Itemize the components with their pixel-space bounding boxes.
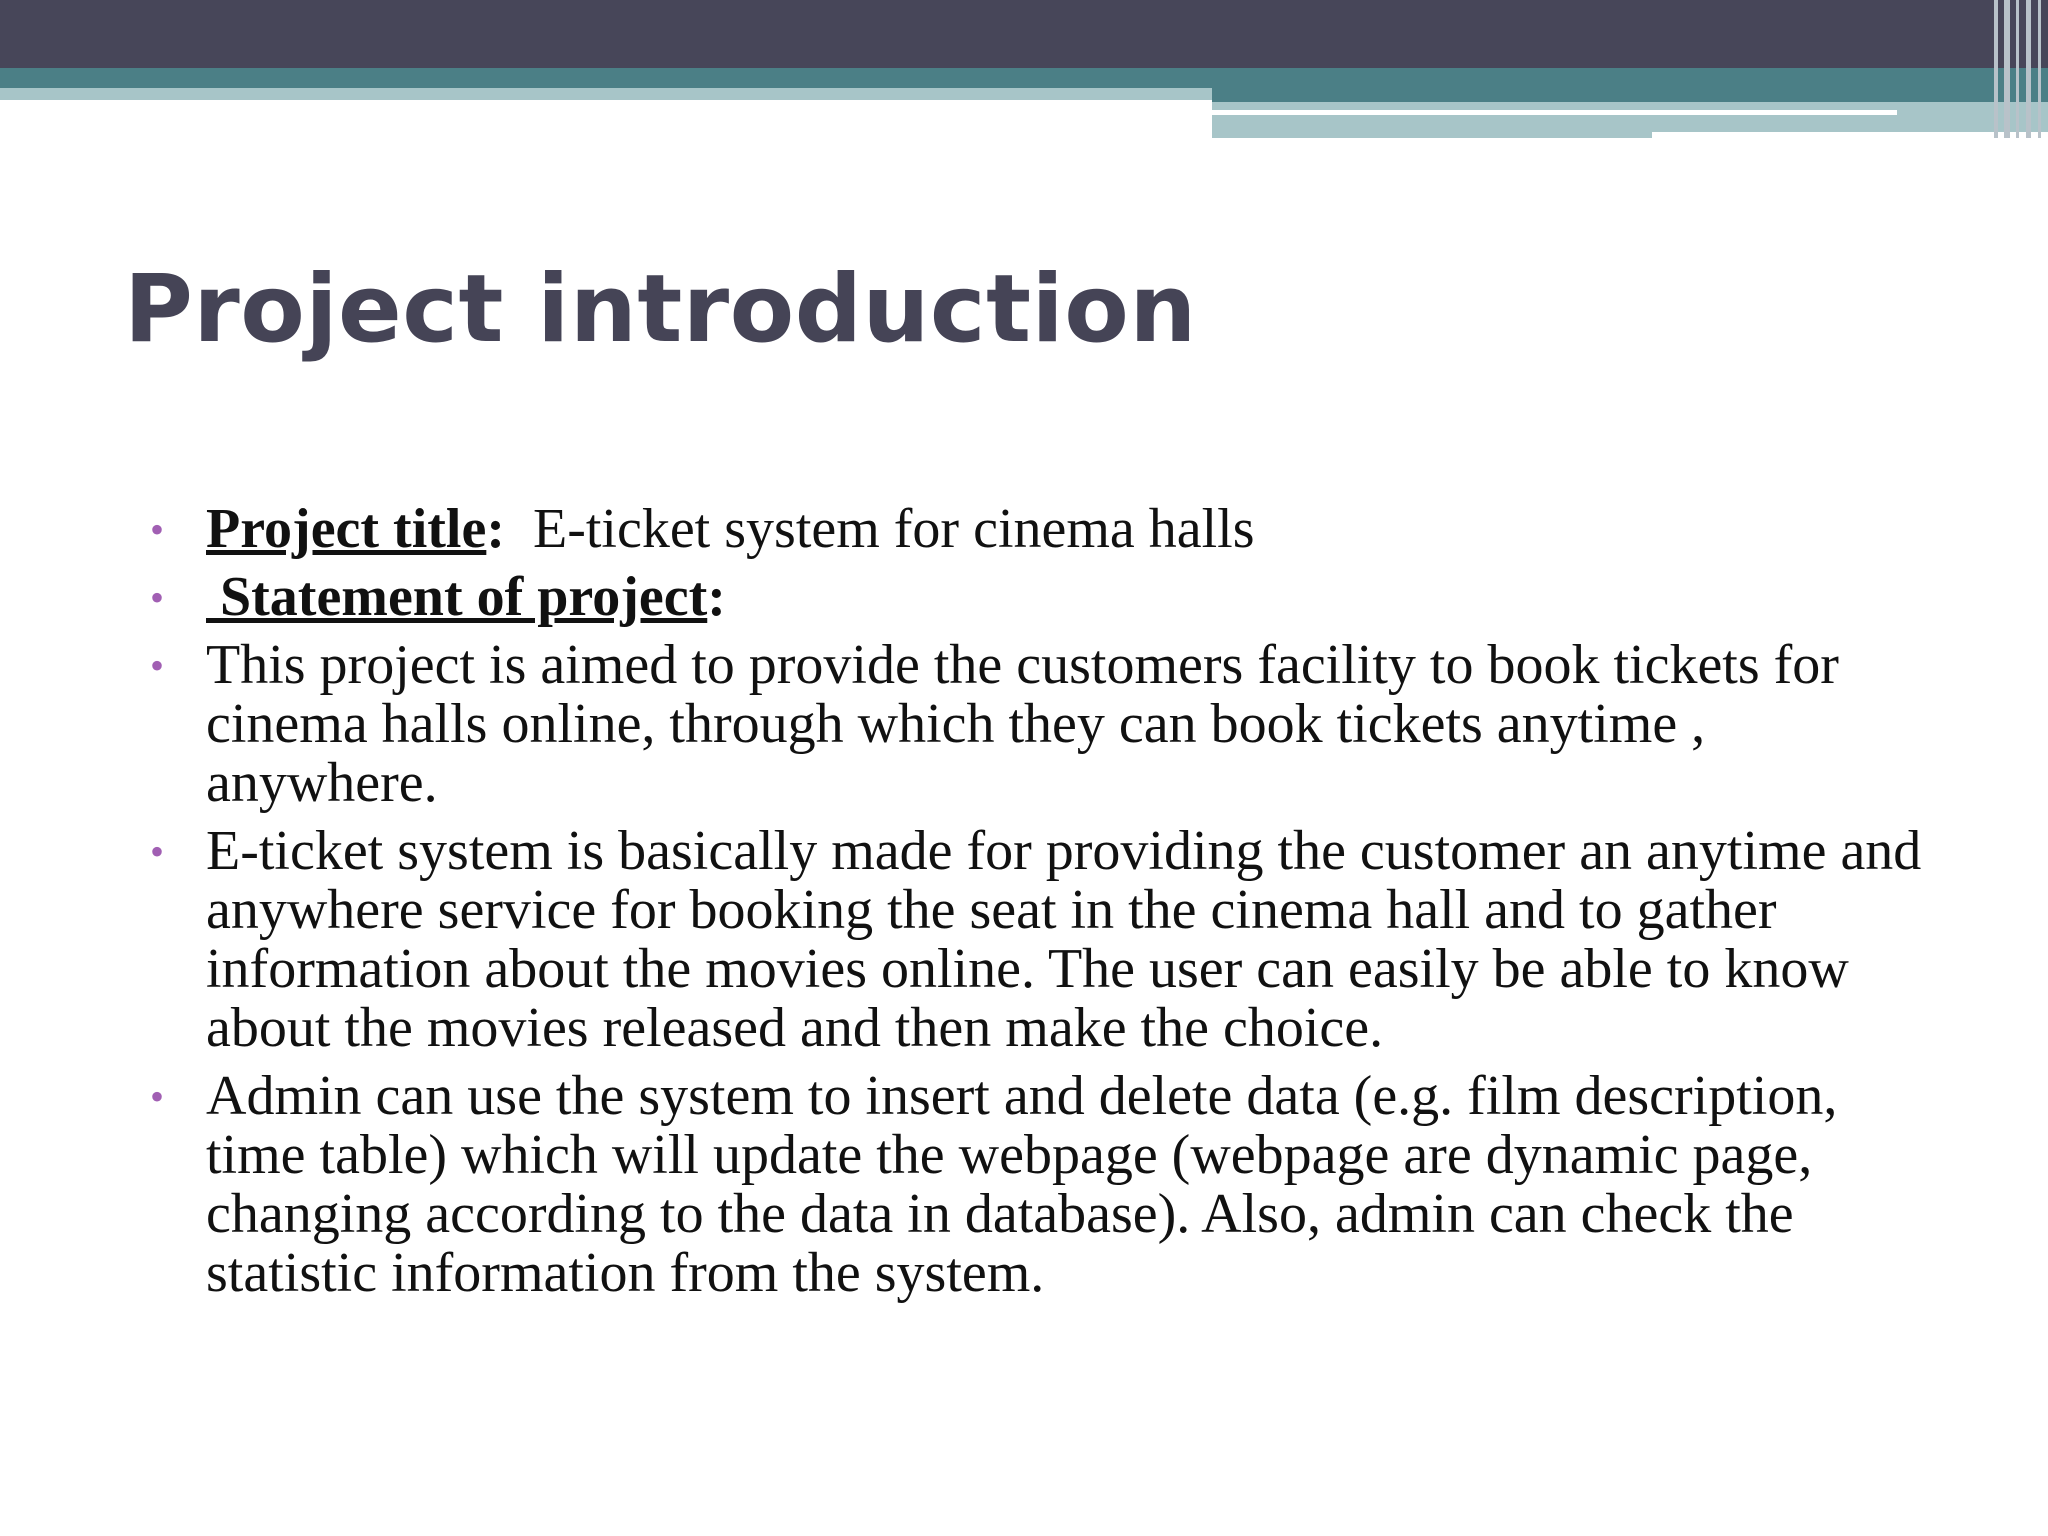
header-light-band [0,88,1212,100]
bullet-icon: • [150,829,165,874]
list-item [146,500,1936,559]
bullet-list [146,500,1936,1312]
header-teal-band-right [1212,90,2048,102]
item-colon: : [486,498,505,560]
corner-decoration [1988,0,2048,138]
item-text: This project is aimed to provide the customers facility to book tickets for cinema halls online, through which they can book tickets anytime , anywhere. [206,634,1839,814]
slide-title: Project introduction [124,255,1197,364]
item-colon: : [707,566,726,628]
item-text: E-ticket system is basically made for providing the customer an anytime and anywhere service for booking the seat in the cinema hall and to gather information about the movies online. The user can easily be able to know about the movies released and then make the choice. [206,820,1922,1059]
bullet-icon: • [150,1074,165,1119]
item-text: E-ticket system for cinema halls [504,498,1255,560]
bullet-icon: • [150,643,165,688]
list-item [146,822,1936,1058]
list-item [146,568,1936,627]
bullet-icon: • [150,507,165,552]
item-label: Project title [206,498,487,560]
list-item [146,636,1936,813]
bullet-icon: • [150,575,165,620]
header-bar [0,0,2048,68]
item-text: Admin can use the system to insert and delete data (e.g. film description, time table) which will update the webpage (webpage are dynamic page, changing according to the data in database). Also, admin can check the statistic information from the system. [206,1065,1838,1304]
header-stripe [1212,118,1652,138]
header-teal-band [0,68,2048,90]
header-white-line [1212,110,1897,115]
item-label: Statement of project [206,566,708,628]
list-item [146,1067,1936,1303]
